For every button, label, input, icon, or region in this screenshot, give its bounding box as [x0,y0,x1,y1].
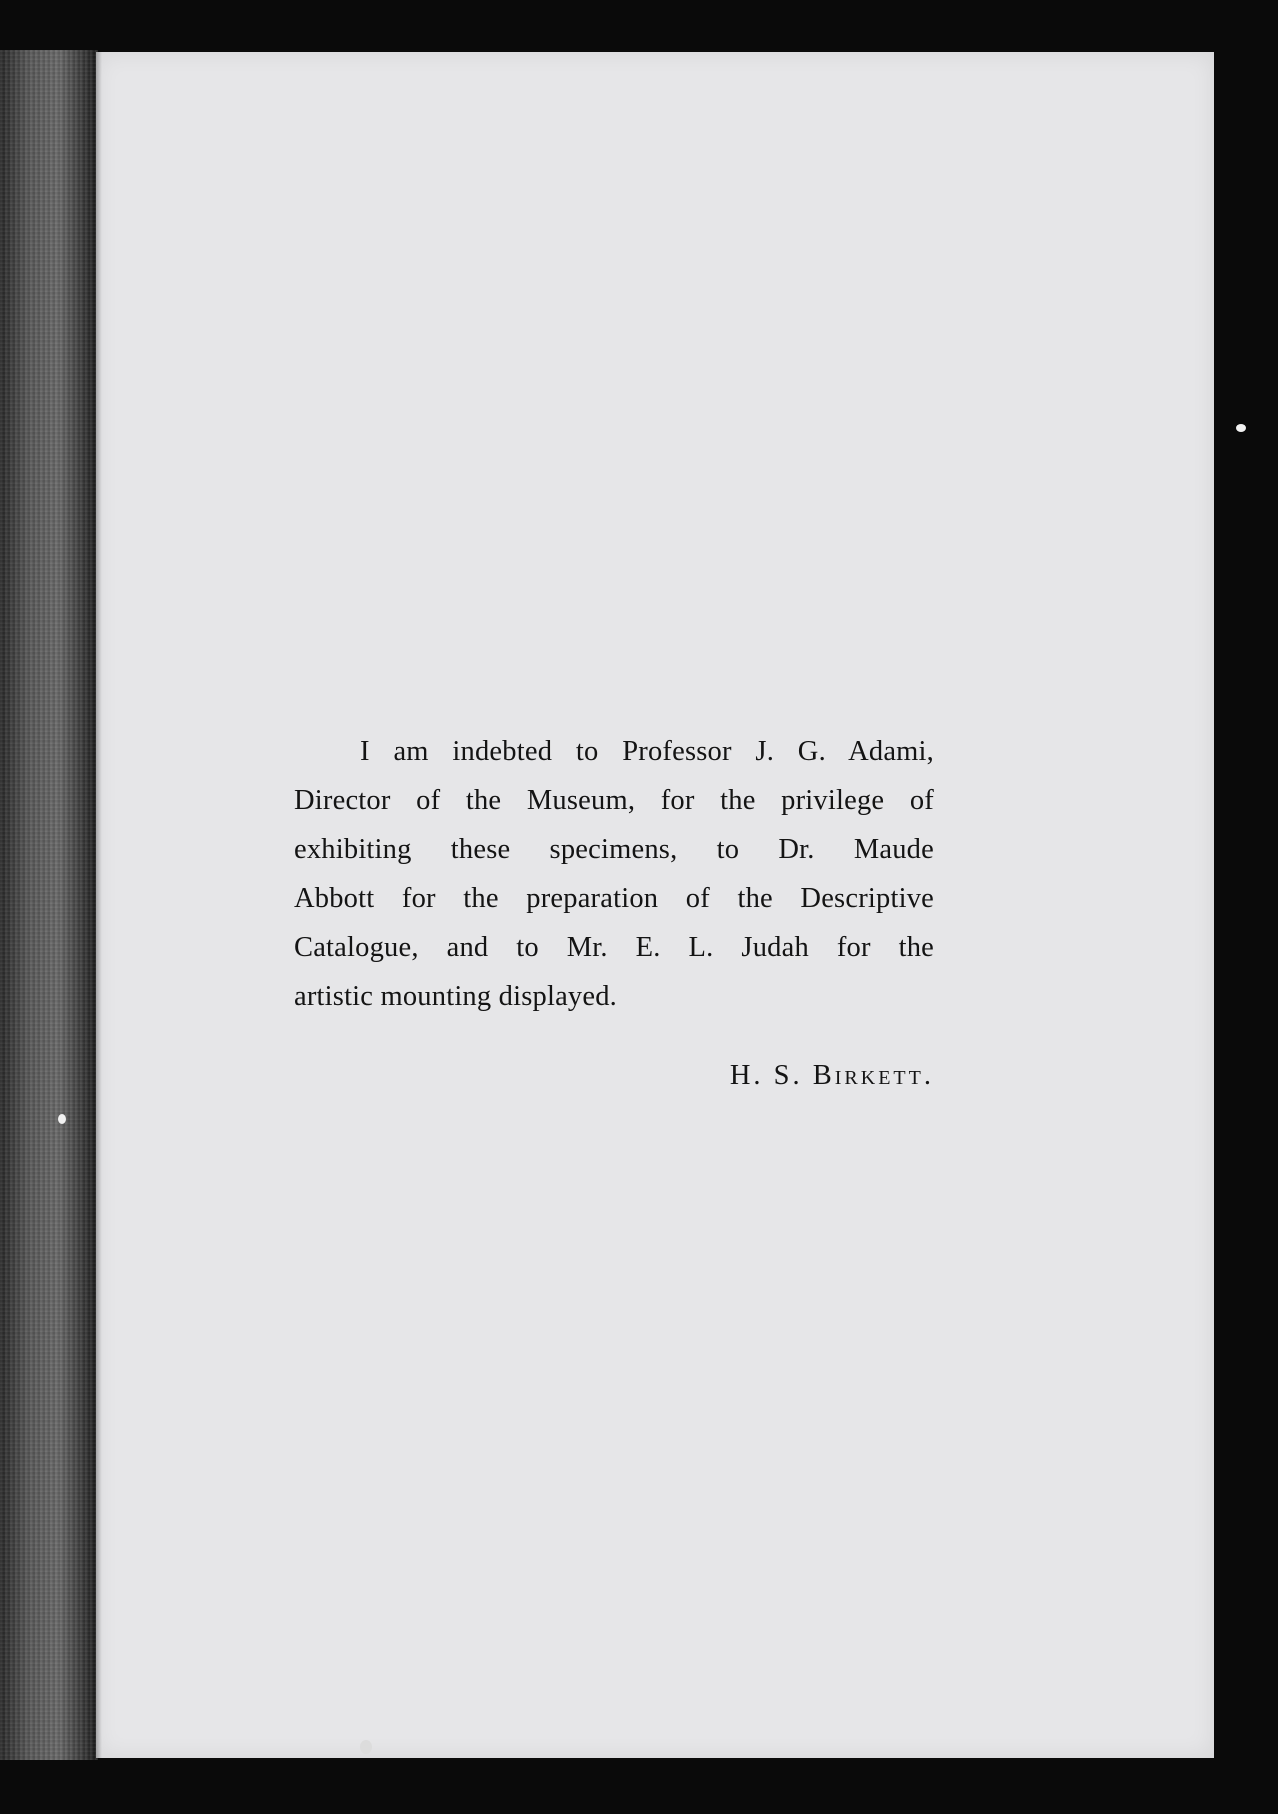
document-page [96,52,1214,1758]
acknowledgement-line-5: Catalogue, and to Mr. E. L. Judah for the [294,932,934,963]
acknowledgement-line-6: artistic mounting displayed. [294,981,618,1012]
book-binding-edge [0,50,98,1760]
acknowledgement-paragraph [294,727,934,1021]
scan-artifact [360,1740,372,1754]
acknowledgement-line-4: Abbott for the preparation of the Descriptive [294,883,934,914]
signature: H. S. Birkett. [729,1060,934,1091]
scan-artifact [1236,424,1246,432]
scan-artifact [58,1114,66,1124]
acknowledgement-line-1: I am indebted to Professor J. G. Adami, [360,736,934,767]
acknowledgement-line-2: Director of the Museum, for the privilege of [294,785,934,816]
acknowledgement-line-3: exhibiting these specimens, to Dr. Maude [294,834,934,865]
